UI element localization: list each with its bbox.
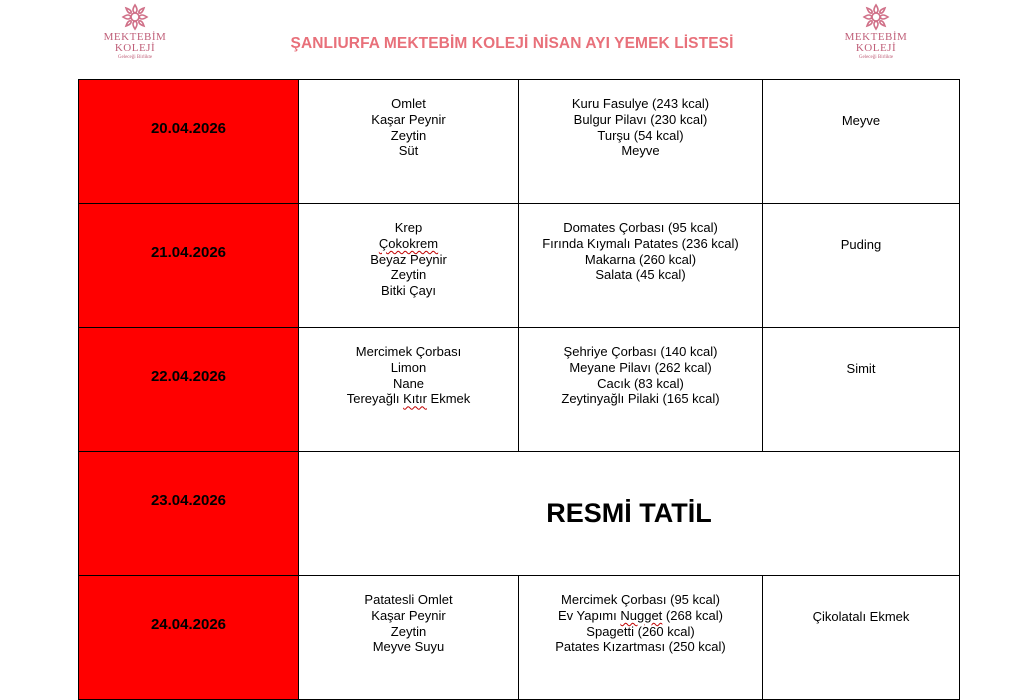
lunch-item: Zeytinyağlı Pilaki (165 kcal) [561,391,720,407]
lunch-cell [519,80,763,204]
date-cell: 20.04.2026 [79,80,299,204]
breakfast-item: Zeytin [390,127,427,143]
day-row [79,576,960,700]
breakfast-item: Nane [392,375,425,391]
meal-menu-table [78,79,960,700]
lunch-item: Şehriye Çorbası (140 kcal) [563,344,718,359]
breakfast-item: Zeytin [390,623,427,639]
lunch-item: Spagetti (260 kcal) [586,623,695,639]
holiday-cell: RESMİ TATİL [299,452,960,576]
lunch-item: Cacık (83 kcal) [597,375,684,391]
lunch-item: Ev Yapımı Nugget (268 kcal) [557,607,723,623]
lunch-item: Turşu (54 kcal) [597,127,684,143]
lunch-item: Domates Çorbası (95 kcal) [563,220,718,235]
breakfast-item: Mercimek Çorbası [355,344,462,359]
lunch-cell [519,204,763,328]
breakfast-cell [299,576,519,700]
snack-cell: Simit [763,328,960,452]
logo-text-line2: KOLEJİ [855,42,897,54]
day-row [79,204,960,328]
breakfast-item: Krep [394,220,423,235]
flower-emblem-icon [861,2,891,32]
lunch-item: Meyane Pilavı (262 kcal) [569,359,712,375]
breakfast-item: Çokokrem [378,235,439,251]
breakfast-cell [299,204,519,328]
breakfast-item: Bitki Çayı [381,283,436,299]
meal-menu-body [79,80,960,700]
breakfast-item: Limon [390,359,427,375]
date-cell: 24.04.2026 [79,576,299,700]
date-cell: 21.04.2026 [79,204,299,328]
breakfast-item: Tereyağlı Kıtır Ekmek [346,391,471,407]
day-row [79,80,960,204]
breakfast-item: Beyaz Peynir [370,251,447,267]
logo-text-line1: MEKTEBİM [103,31,167,43]
breakfast-item: Patatesli Omlet [364,592,453,607]
lunch-item: Bulgur Pilavı (230 kcal) [573,111,708,127]
breakfast-item: Zeytin [390,267,427,283]
date-cell: 22.04.2026 [79,328,299,452]
breakfast-item: Kaşar Peynir [371,111,446,127]
lunch-cell [519,328,763,452]
lunch-item: Fırında Kıymalı Patates (236 kcal) [542,235,739,251]
lunch-item: Kuru Fasulye (243 kcal) [571,96,710,111]
breakfast-item: Meyve Suyu [372,639,445,655]
day-row [79,328,960,452]
snack-cell: Meyve [763,80,960,204]
logo-tagline: Geleceği Birlikte [858,55,894,60]
breakfast-item: Kaşar Peynir [371,607,446,623]
breakfast-cell [299,328,519,452]
school-logo-right [836,2,916,66]
date-cell: 23.04.2026 [79,452,299,576]
logo-text-line1: MEKTEBİM [844,31,908,43]
lunch-cell [519,576,763,700]
school-logo-left [95,2,175,66]
logo-tagline: Geleceği Birlikte [117,55,153,60]
lunch-item: Mercimek Çorbası (95 kcal) [561,592,720,607]
logo-text-line2: KOLEJİ [114,42,156,54]
lunch-item: Patates Kızartması (250 kcal) [555,639,726,655]
snack-cell: Çikolatalı Ekmek [763,576,960,700]
breakfast-cell [299,80,519,204]
lunch-item: Meyve [621,143,660,159]
day-row [79,452,960,576]
breakfast-item: Omlet [391,96,426,111]
flower-emblem-icon [120,2,150,32]
page-title: ŞANLIURFA MEKTEBİM KOLEJİ NİSAN AYI YEMEK LİSTESİ [290,35,734,52]
lunch-item: Salata (45 kcal) [595,267,686,283]
snack-cell: Puding [763,204,960,328]
breakfast-item: Süt [398,143,419,159]
lunch-item: Makarna (260 kcal) [584,251,697,267]
